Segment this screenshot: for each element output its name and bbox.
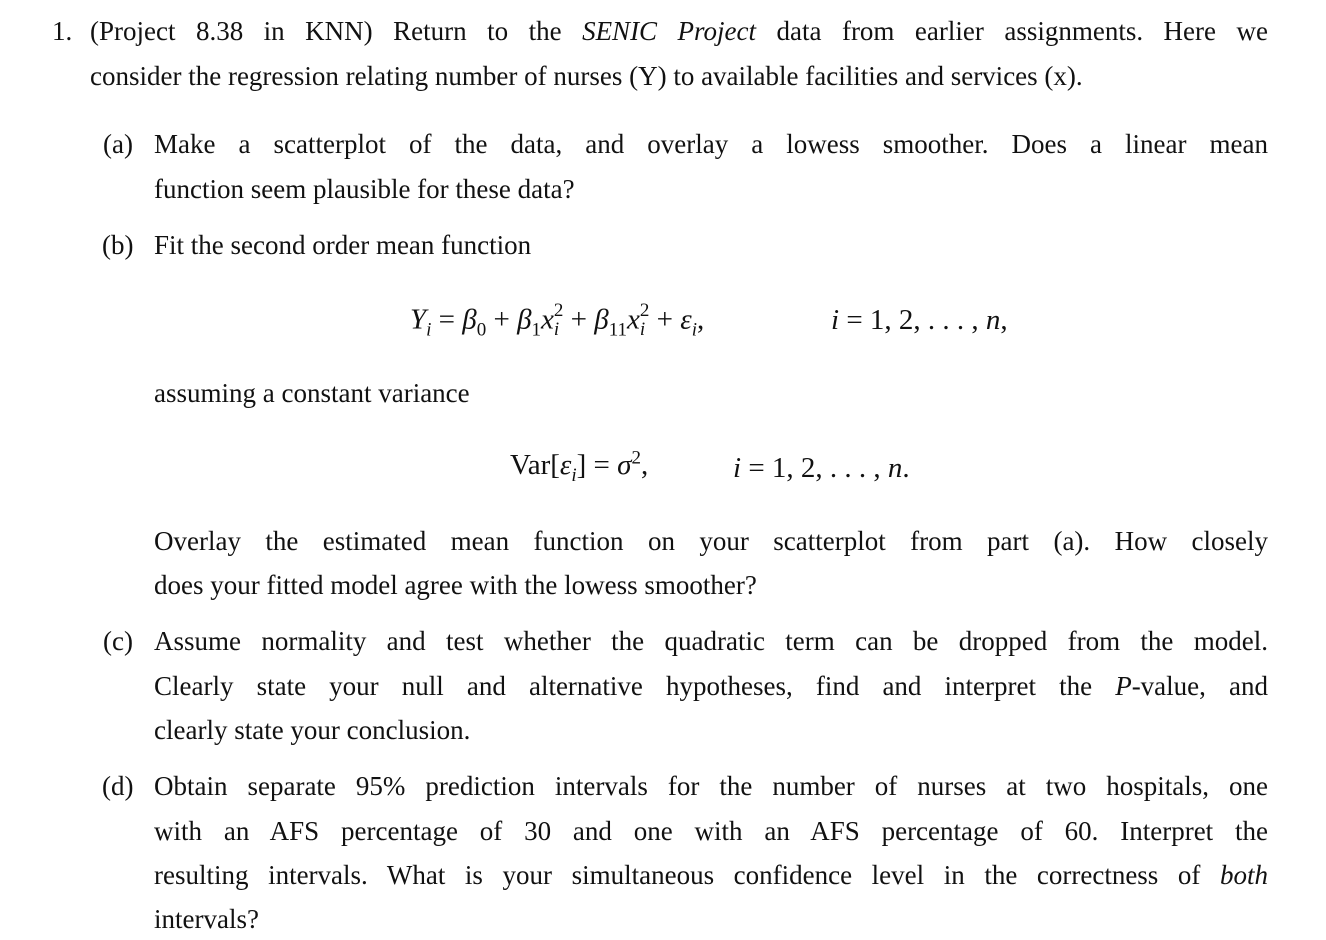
part-d-label: (d) bbox=[102, 771, 134, 801]
equation-2-index-range: i = 1, 2, . . . , n. bbox=[733, 452, 910, 484]
part-c-line-2: Clearly state your null and alternative hypotheses, find and interpret the P-value, and bbox=[154, 671, 1268, 701]
part-d-line-3: resulting intervals. What is your simultaneous confidence level in the correctness of both bbox=[154, 860, 1268, 890]
equation-constant-variance: $Var[\varepsilon_i] = \sigma^2$, bbox=[510, 447, 649, 486]
part-b-assuming-line: assuming a constant variance bbox=[154, 378, 470, 408]
part-a-line-1: Make a scatterplot of the data, and overlay a lowess smoother. Does a linear mean bbox=[154, 129, 1268, 159]
part-b-label: (b) bbox=[102, 230, 134, 260]
problem-intro-line-1: (Project 8.38 in KNN) Return to the SENIC Project data from earlier assignments. Here we bbox=[90, 16, 1268, 46]
part-d-line-1: Obtain separate 95% prediction intervals for the number of nurses at two hospitals, one bbox=[154, 771, 1268, 801]
problem-intro-line-2: consider the regression relating number of nurses (Y) to available facilities and services (x). bbox=[90, 61, 1083, 91]
part-b-line-3: Overlay the estimated mean function on your scatterplot from part (a). How closely bbox=[154, 526, 1268, 556]
part-b-line-4: does your fitted model agree with the lowess smoother? bbox=[154, 570, 757, 600]
part-a-line-2: function seem plausible for these data? bbox=[154, 174, 575, 204]
part-c-label: (c) bbox=[103, 626, 133, 656]
part-b-line-1: Fit the second order mean function bbox=[154, 230, 532, 260]
part-c-line-1: Assume normality and test whether the quadratic term can be dropped from the model. bbox=[154, 626, 1268, 656]
part-a-label: (a) bbox=[103, 129, 133, 159]
equation-second-order-model: $Y_i = \beta_0 + \beta_1x$ 2 i + $\beta_{11}x$ 2 i + $\varepsilon_i$, bbox=[410, 300, 705, 341]
problem-number: 1. bbox=[52, 16, 73, 46]
part-d-line-2: with an AFS percentage of 30 and one with an AFS percentage of 60. Interpret the bbox=[154, 816, 1268, 846]
part-c-line-3: clearly state your conclusion. bbox=[154, 715, 471, 745]
part-d-line-4: intervals? bbox=[154, 904, 259, 934]
equation-1-index-range: i = 1, 2, . . . , n, bbox=[831, 304, 1008, 336]
